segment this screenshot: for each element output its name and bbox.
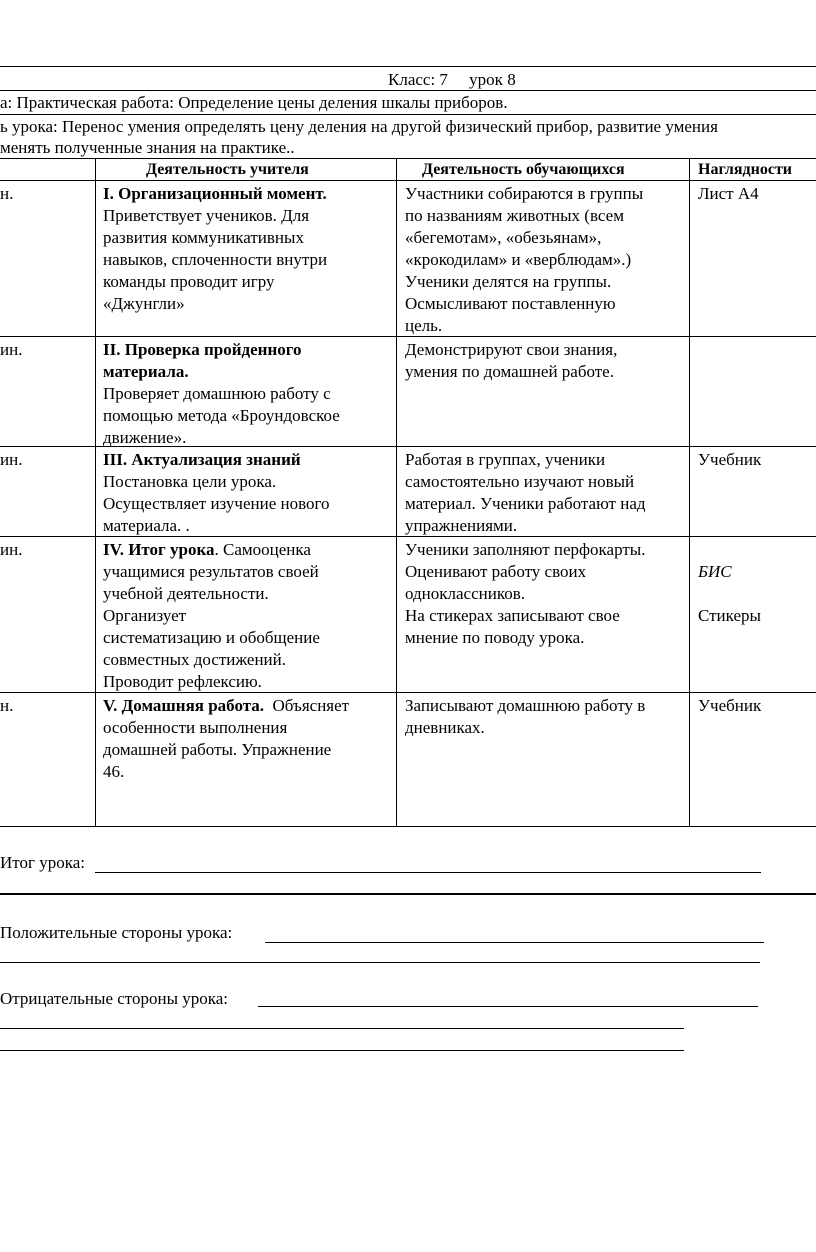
row1-students-line: «крокодилам» и «верблюдам».) [405,250,632,269]
row2-teacher-line: помощью метода «Броундовское [103,406,340,425]
row5-students-line: Записывают домашнюю работу в [405,696,646,715]
row1-students-line: цель. [405,316,443,335]
row2-students-line: умения по домашней работе. [405,362,614,381]
row1-time: н. [0,184,14,203]
row4-visual-stickers: Стикеры [698,606,761,625]
row1-students-line: Участники собираются в группы [405,184,644,203]
row2-teacher-line: Проверяет домашнюю работу с [103,384,331,403]
row4-teacher-line: совместных достижений. [103,650,287,669]
lesson-goal-line-1: ь урока: Перенос умения определять цену деления на другой физический прибор, развитие умения [0,117,718,136]
row3-students-line: самостоятельно изучают новый [405,472,635,491]
table-col-line-2 [396,158,397,826]
row3-teacher-line: материала. . [103,516,190,535]
positive-aspects-label: Положительные стороны урока: [0,923,233,942]
row1-students-line: Осмысливают поставленную [405,294,616,313]
negative-aspects-field-line3[interactable] [0,1050,684,1051]
row5-visual: Учебник [698,696,762,715]
column-header-students: Деятельность обучающихся [422,161,625,178]
row5-teacher [103,695,349,783]
row5-students-line: дневниках. [405,718,485,737]
row1-students-line: «бегемотам», «обезьянам», [405,228,602,247]
row5-teacher-title: V. Домашняя работа. [103,696,265,715]
row4-teacher-title: IV. Итог урока [103,540,215,559]
row5-teacher-line: 46. [103,762,125,781]
row4-teacher-line: учебной деятельности. [103,584,269,603]
table-rule-bottom [0,826,816,827]
row1-teacher-line: Приветствует учеников. Для [103,206,310,225]
row4-students-line: Оценивают работу своих [405,562,587,581]
row4-visual-bis: БИС [698,562,732,581]
row3-teacher-line: Постановка цели урока. [103,472,277,491]
row4-students-line: мнение по поводу урока. [405,628,585,647]
row1-teacher-line: развития коммуникативных [103,228,304,247]
row5-teacher-line: Объясняет [264,696,350,715]
positive-aspects-field[interactable] [265,942,764,943]
row1-teacher-title: I. Организационный момент. [103,184,327,203]
row3-students-line: Работая в группах, ученики [405,450,606,469]
row4-teacher-line: Организует [103,606,187,625]
row5-teacher-line: особенности выполнения [103,718,288,737]
row4-students-line: На стикерах записывают свое [405,606,620,625]
row1-visual: Лист А4 [698,184,759,203]
header-rule-top [0,66,816,67]
row4-students [405,539,645,649]
row4-teacher-line: . Самооценка [214,540,311,559]
row1-teacher-line: навыков, сплоченности внутри [103,250,328,269]
row4-teacher-line: систематизацию и обобщение [103,628,320,647]
table-col-line-1 [95,158,96,826]
row3-visual: Учебник [698,450,762,469]
row2-students [405,339,617,383]
row1-teacher-line: команды проводит игру [103,272,275,291]
row4-students-line: Ученики заполняют перфокарты. [405,540,646,559]
table-rule-header [0,180,816,181]
row4-teacher [103,539,320,693]
row3-time: ин. [0,450,23,469]
section-divider [0,893,816,895]
row4-teacher-line: Проводит рефлексию. [103,672,262,691]
lesson-goal-line-2: менять полученные знания на практике.. [0,138,295,157]
row1-students-line: Ученики делятся на группы. [405,272,612,291]
row5-students [405,695,645,739]
row2-time: ин. [0,340,23,359]
negative-aspects-field[interactable] [258,1006,758,1007]
row5-time: н. [0,696,14,715]
header-rule-3 [0,114,816,115]
row3-teacher [103,449,330,537]
row3-students-line: упражнениями. [405,516,518,535]
row3-teacher-line: Осуществляет изучение нового [103,494,330,513]
row1-students-line: по названиям животных (всем [405,206,624,225]
lesson-summary-field[interactable] [95,872,761,873]
row3-students [405,449,646,537]
lesson-summary-label: Итог урока: [0,853,85,872]
class-lesson-line: Класс: 7 урок 8 [388,70,516,89]
row2-teacher [103,339,340,449]
row1-students [405,183,643,337]
row2-students-line: Демонстрируют свои знания, [405,340,618,359]
row3-teacher-title: III. Актуализация знаний [103,450,301,469]
row4-students-line: одноклассников. [405,584,526,603]
positive-aspects-field-line2[interactable] [0,962,760,963]
row4-teacher-line: учащимися результатов своей [103,562,319,581]
header-rule-2 [0,90,816,91]
row2-teacher-title: материала. [103,362,189,381]
negative-aspects-field-line2[interactable] [0,1028,684,1029]
row3-students-line: материал. Ученики работают над [405,494,646,513]
column-header-visuals: Наглядности [698,161,793,178]
row1-teacher-line: «Джунгли» [103,294,185,313]
row5-teacher-line: домашней работы. Упражнение [103,740,332,759]
table-rule-top [0,158,816,159]
lesson-topic-line: а: Практическая работа: Определение цены деления шкалы приборов. [0,93,508,112]
row4-time: ин. [0,540,23,559]
row2-teacher-line: движение». [103,428,187,447]
negative-aspects-label: Отрицательные стороны урока: [0,989,229,1008]
column-header-teacher: Деятельность учителя [146,161,309,178]
row2-teacher-title: II. Проверка пройденного [103,340,302,359]
row1-teacher [103,183,327,315]
table-col-line-3 [689,158,690,826]
